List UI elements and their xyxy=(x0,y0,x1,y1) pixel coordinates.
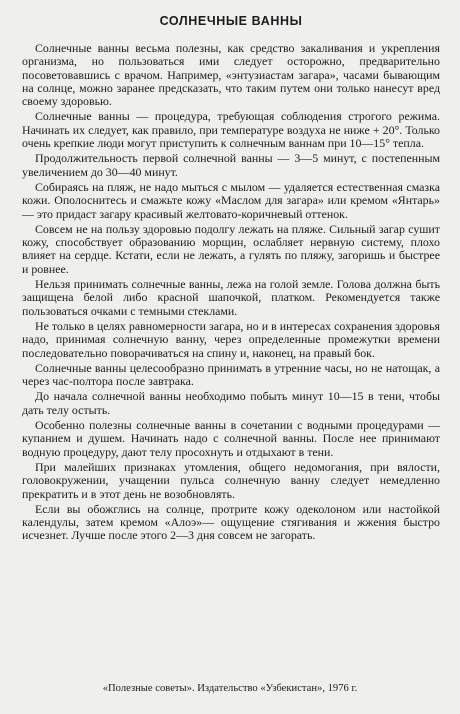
paragraph: Особенно полезны солнечные ванны в сочетании с водными процедурами — купанием и душем. Начинать надо с солнечной ванны. После нее принимают водную процедуру, дают телу просохнуть и отдыхают в тени. xyxy=(22,418,440,459)
page-title: СОЛНЕЧНЫЕ ВАННЫ xyxy=(159,14,303,28)
paragraph: Собираясь на пляж, не надо мыться с мылом — удаляется естественная смазка кожи. Ополоснитесь и смажьте кожу «Маслом для загара» или кремом «Янтарь» — это придаст загару красивый желтовато-коричневый оттенок. xyxy=(22,179,440,221)
paragraph: Солнечные ванны весьма полезны, как средство закаливания и укрепления организма, но пользоваться ими следует осторожно, предварительно посоветовавшись с врачом. Например, «энтузиастам загара», часами бывающим на солнце, можно заранее предсказать, что таким путем они только нанесут вред своему здоровью. xyxy=(22,41,440,109)
paragraph: Нельзя принимать солнечные ванны, лежа на голой земле. Голова должна быть защищена белой либо красной шапочкой, платком. Рекомендуется также пользоваться очками с темными стеклами. xyxy=(22,277,440,318)
paragraph: Совсем не на пользу здоровью подолгу лежать на пляже. Сильный загар сушит кожу, способствует образованию морщин, ослабляет нервную систему, плохо влияет на сердце. Кстати, если не лежать, а гулять по пляжу, загоришь и быстрее и ровнее. xyxy=(22,221,440,276)
paragraph: Солнечные ванны целесообразно принимать в утренние часы, но не натощак, а через час-полтора после завтрака. xyxy=(22,360,440,389)
paragraph: До начала солнечной ванны необходимо побыть минут 10—15 в тени, чтобы дать телу остыть. xyxy=(22,389,440,417)
paragraph: Продолжительность первой солнечной ванны — 3—5 минут, с постепенным увеличением до 30—40 минут. xyxy=(22,151,440,179)
paragraph: При малейших признаках утомления, общего недомогания, при вялости, головокружении, учащении пульса солнечную ванну следует немедленно прекратить и в этот день не возобновлять. xyxy=(22,459,440,501)
paragraph: Не только в целях равномерности загара, но и в интересах сохранения здоровья надо, принимая солнечную ванну, через определенные промежутки времени последовательно поворачиваться на спину и, наконец, на правый бок. xyxy=(22,318,440,360)
paragraph: Если вы обожглись на солнце, протрите кожу одеколоном или настойкой календулы, затем кремом «Алоэ»— ощущение стягивания и жжения быстро исчезнет. Лучше после этого 2—3 дня совсем не загорать. xyxy=(22,501,440,543)
paragraph: Солнечные ванны — процедура, требующая соблюдения строгого режима. Начинать их следует, как правило, при температуре воздуха не ниже + 20°. Только очень крепкие люди могут приступить к солнечным ваннам при 10—15° тепла. xyxy=(22,109,440,151)
source-citation: «Полезные советы». Издательство «Узбекистан», 1976 г. xyxy=(102,683,358,694)
article-body xyxy=(22,42,440,543)
